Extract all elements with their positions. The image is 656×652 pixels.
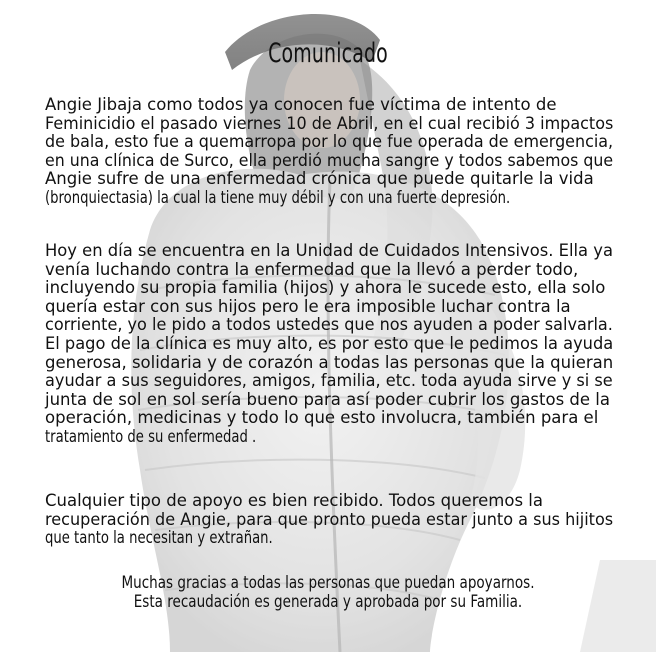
paragraph-line: Angie Jibaja como todos ya conocen fue víctima de intento de xyxy=(45,95,557,114)
paragraph-line: que tanto la necesitan y extrañan. xyxy=(45,528,273,548)
closing-message xyxy=(0,574,656,611)
paragraph-line: corriente, yo le pido a todos ustedes que nos ayuden a poder salvarla. xyxy=(45,315,613,335)
paragraph-line: en una clínica de Surco, ella perdió mucha sangre y todos sabemos que xyxy=(45,150,614,170)
paragraph-line: tratamiento de su enfermedad . xyxy=(45,426,257,446)
paragraph-line: Hoy en día se encuentra en la Unidad de Cuidados Intensivos. Ella ya xyxy=(45,241,613,260)
document-title: Comunicado xyxy=(268,38,388,69)
paragraph-line: ayudar a sus seguidores, amigos, familia, etc. toda ayuda sirve y si se xyxy=(45,371,613,391)
paragraph-line: junta de sol en sol sería bueno para así poder cubrir los gastos de la xyxy=(45,389,610,409)
paragraph-line: de bala, esto fue a quemarropa por lo que fue operada de emergencia, xyxy=(45,132,614,152)
paragraph-current-status xyxy=(45,242,613,447)
paragraph-incident xyxy=(45,96,613,208)
paragraph-line: generosa, solidaria y de corazón a todas las personas que la quieran xyxy=(45,352,614,372)
paragraph-line: Feminicidio el pasado viernes 10 de Abril, en el cual recibió 3 impactos xyxy=(45,113,614,133)
paragraph-line: recuperación de Angie, para que pronto pueda estar junto a sus hijitos xyxy=(45,509,614,529)
paragraph-line: (bronquiectasia) la cual la tiene muy débil y con una fuerte depresión. xyxy=(45,187,511,207)
paragraph-line: venía luchando contra la enfermedad que la llevó a perder todo, xyxy=(45,259,579,279)
paragraph-line: El pago de la clínica es muy alto, es por esto que le pedimos la ayuda xyxy=(45,333,614,353)
paragraph-line: quería estar con sus hijos pero le era imposible luchar contra la xyxy=(45,296,571,316)
paragraph-support xyxy=(45,492,613,548)
paragraph-line: Cualquier tipo de apoyo es bien recibido. Todos queremos la xyxy=(45,491,543,510)
paragraph-line: operación, medicinas y todo lo que esto involucra, también para el xyxy=(45,408,599,428)
closing-line: Esta recaudación es generada y aprobada por su Familia. xyxy=(133,591,523,611)
closing-line: Muchas gracias a todas las personas que puedan apoyarnos. xyxy=(121,573,535,592)
paragraph-line: incluyendo su propia familia (hijos) y ahora le sucede esto, ella solo xyxy=(45,278,606,298)
paragraph-line: Angie sufre de una enfermedad crónica que puede quitarle la vida xyxy=(45,169,594,189)
